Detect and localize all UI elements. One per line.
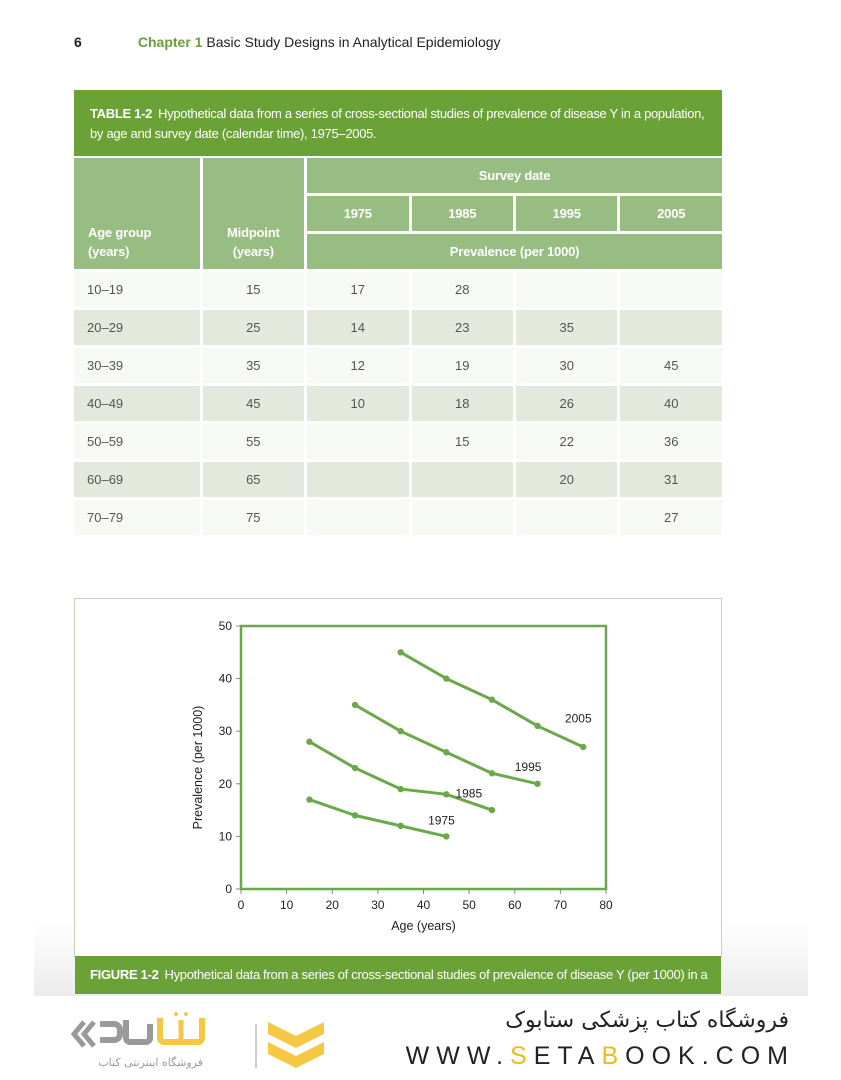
header-midpoint-line1: Midpoint <box>227 225 280 240</box>
y-tick-label: 0 <box>225 882 232 896</box>
cell-age: 10–19 <box>74 272 200 307</box>
x-tick-label: 30 <box>371 898 385 912</box>
header-midpoint-line2: (years) <box>232 244 274 259</box>
data-point <box>306 796 312 802</box>
x-tick-label: 80 <box>599 898 613 912</box>
store-title: فروشگاه کتاب پزشکی ستابوک <box>505 1008 789 1033</box>
cell-mid: 65 <box>203 462 304 497</box>
cell-age: 60–69 <box>74 462 200 497</box>
cell-v1975: 17 <box>307 272 408 307</box>
figure-label: FIGURE 1-2 <box>90 967 159 982</box>
data-point <box>489 770 495 776</box>
x-axis-label: Age (years) <box>391 919 456 933</box>
cell-v1985: 15 <box>412 424 513 459</box>
header-year-1995: 1995 <box>516 196 617 231</box>
data-point <box>352 702 358 708</box>
series-label-1995: 1995 <box>514 760 542 775</box>
cell-v1995: 35 <box>516 310 617 345</box>
cell-mid: 35 <box>203 348 304 383</box>
x-tick-label: 70 <box>553 898 568 912</box>
x-tick-label: 40 <box>416 898 431 912</box>
cell-age: 40–49 <box>74 386 200 421</box>
cell-v2005: 27 <box>620 500 722 535</box>
data-point <box>397 823 403 829</box>
cell-v2005 <box>620 310 722 345</box>
running-head <box>74 34 501 50</box>
prevalence-table <box>71 155 725 538</box>
series-line-1975 <box>309 800 446 837</box>
data-point <box>443 675 449 681</box>
data-point <box>580 744 586 750</box>
header-prevalence: Prevalence (per 1000) <box>307 234 722 269</box>
cell-v1985 <box>412 500 513 535</box>
cell-v1995: 20 <box>516 462 617 497</box>
x-tick-label: 60 <box>508 898 522 912</box>
url-part: OOK.COM <box>625 1042 795 1070</box>
cell-v1995 <box>516 272 617 307</box>
setabook-logo-icon <box>68 1012 338 1074</box>
header-year-1975: 1975 <box>307 196 408 231</box>
cell-v1995 <box>516 500 617 535</box>
header-year-2005: 2005 <box>620 196 722 231</box>
x-tick-label: 20 <box>325 898 339 912</box>
cell-v2005: 31 <box>620 462 722 497</box>
series-label-2005: 2005 <box>564 711 592 726</box>
data-point <box>306 739 312 745</box>
table-caption-text: Hypothetical data from a series of cross-sectional studies of prevalence of disease Y in a population, by age and survey date (calendar time), 1975–2005. <box>90 106 705 141</box>
figure-caption-text: Hypothetical data from a series of cross-sectional studies of prevalence of disease Y (per 1000) in a <box>164 967 708 982</box>
cell-v1985: 28 <box>412 272 513 307</box>
y-tick-label: 20 <box>218 776 232 791</box>
table-row <box>74 348 722 383</box>
y-tick-label: 10 <box>218 829 232 844</box>
cell-v1975: 14 <box>307 310 408 345</box>
cell-v2005: 36 <box>620 424 722 459</box>
cell-mid: 25 <box>203 310 304 345</box>
header-year-1985: 1985 <box>412 196 513 231</box>
cell-v1995: 22 <box>516 424 617 459</box>
cell-age: 70–79 <box>74 500 200 535</box>
data-point <box>534 781 540 787</box>
table-caption <box>74 90 722 156</box>
cell-v1975 <box>307 500 408 535</box>
chapter-title: Basic Study Designs in Analytical Epidemiology <box>206 34 501 50</box>
chapter-label: Chapter 1 <box>137 34 203 50</box>
y-tick-label: 40 <box>218 671 232 686</box>
url-accent: B <box>601 1042 626 1070</box>
cell-age: 20–29 <box>74 310 200 345</box>
data-point <box>443 749 449 755</box>
header-survey-date: Survey date <box>307 158 722 193</box>
y-tick-label: 30 <box>218 724 232 739</box>
prevalence-line-chart <box>75 599 721 957</box>
y-axis-label: Prevalence (per 1000) <box>191 705 205 830</box>
y-tick-label: 50 <box>218 619 232 633</box>
cell-mid: 15 <box>203 272 304 307</box>
url-accent: S <box>510 1042 534 1070</box>
url-part: WWW. <box>405 1042 511 1070</box>
cell-v2005 <box>620 272 722 307</box>
table-row <box>74 500 722 535</box>
data-point <box>443 791 449 797</box>
footer-banner <box>0 996 841 1080</box>
cell-v1985: 18 <box>412 386 513 421</box>
table-label: TABLE 1-2 <box>90 106 153 121</box>
data-point <box>397 649 403 655</box>
series-line-1995 <box>355 705 538 784</box>
series-label-1975: 1975 <box>428 813 455 828</box>
table-row <box>74 462 722 497</box>
header-age-group-line2: (years) <box>88 244 130 259</box>
cell-v1975: 10 <box>307 386 408 421</box>
cell-v1975: 12 <box>307 348 408 383</box>
cell-mid: 75 <box>203 500 304 535</box>
x-tick-label: 50 <box>462 898 476 912</box>
x-tick-label: 0 <box>237 898 245 912</box>
cell-v1995: 26 <box>516 386 617 421</box>
data-point <box>352 765 358 771</box>
data-point <box>443 833 449 839</box>
setabook-logo <box>68 1012 338 1079</box>
data-point <box>489 807 495 813</box>
data-point <box>489 696 495 702</box>
figure-1-2 <box>74 598 722 957</box>
cell-v1975 <box>307 424 408 459</box>
figure-caption <box>75 956 721 994</box>
table-row <box>74 386 722 421</box>
header-midpoint <box>203 158 304 269</box>
table-1-2 <box>74 90 722 538</box>
cell-v1985 <box>412 462 513 497</box>
table-row <box>74 310 722 345</box>
header-age-group-line1: Age group <box>88 225 152 240</box>
data-point <box>352 812 358 818</box>
table-row <box>74 424 722 459</box>
store-url[interactable] <box>406 1042 795 1071</box>
cell-v1985: 19 <box>412 348 513 383</box>
cell-mid: 55 <box>203 424 304 459</box>
x-tick-label: 10 <box>279 898 294 912</box>
page-number: 6 <box>74 34 82 50</box>
url-part: ETA <box>533 1042 602 1070</box>
data-point <box>397 786 403 792</box>
cell-v2005: 40 <box>620 386 722 421</box>
cell-v1975 <box>307 462 408 497</box>
cell-mid: 45 <box>203 386 304 421</box>
cell-v1985: 23 <box>412 310 513 345</box>
table-row <box>74 272 722 307</box>
data-point <box>397 728 403 734</box>
cell-age: 50–59 <box>74 424 200 459</box>
logo-subtitle: فروشگاه اینترنتی کتاب <box>98 1056 203 1069</box>
data-point <box>534 723 540 729</box>
cell-v2005: 45 <box>620 348 722 383</box>
header-age-group <box>74 158 200 269</box>
series-label-1985: 1985 <box>455 786 483 801</box>
cell-age: 30–39 <box>74 348 200 383</box>
cell-v1995: 30 <box>516 348 617 383</box>
